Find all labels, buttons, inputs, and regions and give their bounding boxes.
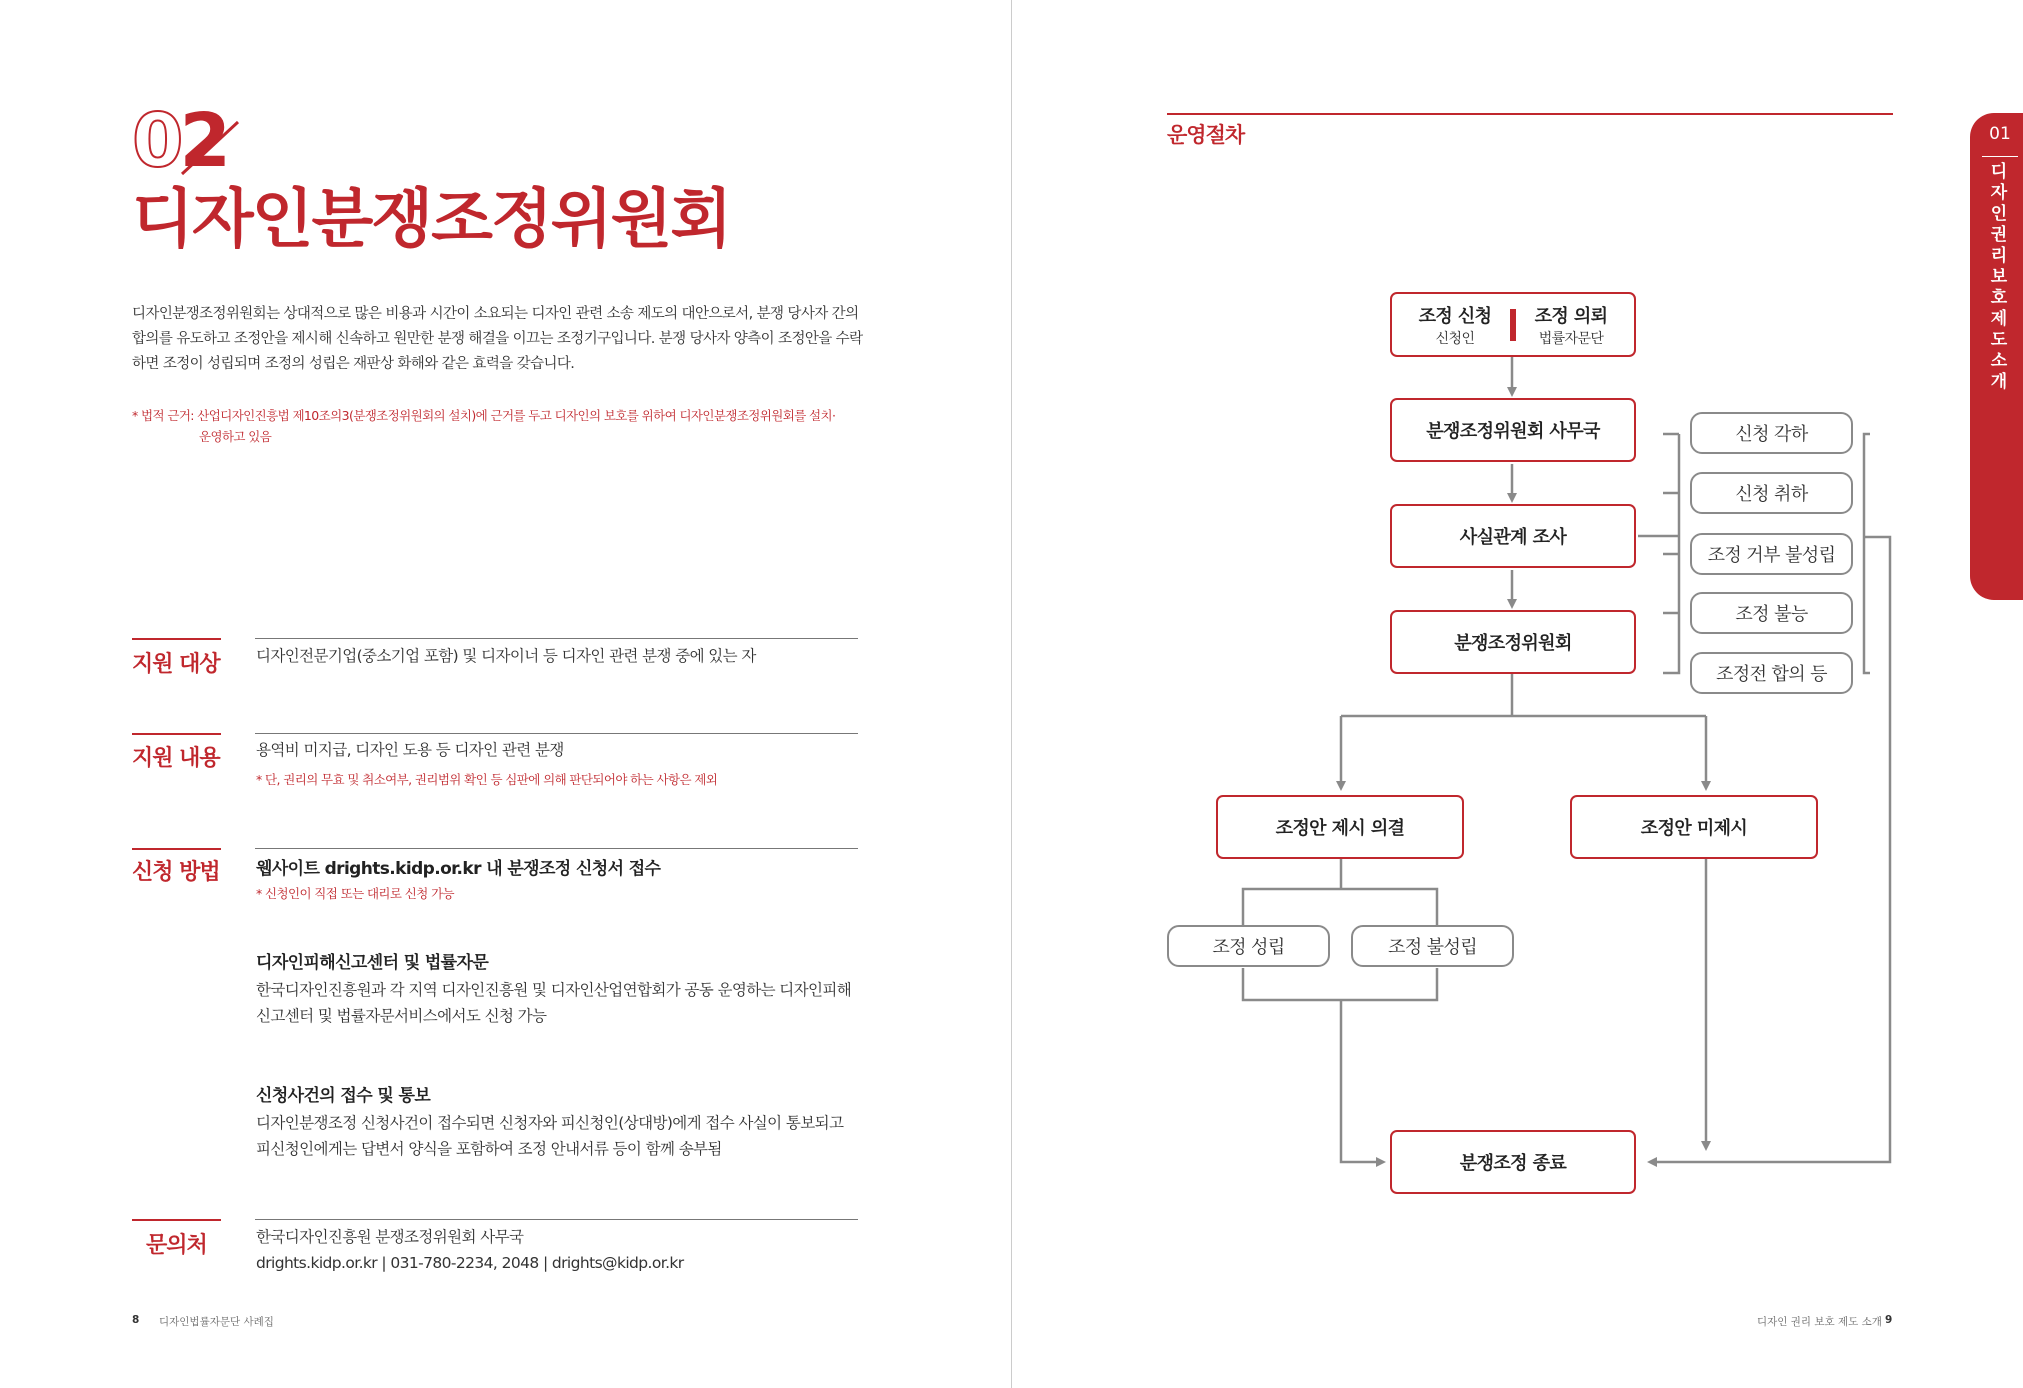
page-title: 디자인분쟁조정위원회 xyxy=(132,183,731,257)
footer-title-left: 디자인법률자문단 사례집 xyxy=(159,1316,274,1328)
flow-withdraw: 신청 취하 xyxy=(1690,472,1853,514)
ops-title: 운영절차 xyxy=(1167,123,1245,147)
flow-apply-box xyxy=(1390,292,1636,357)
flow-apply-sub: 신청인 xyxy=(1435,330,1475,347)
flow-apply: 조정 신청 xyxy=(1418,305,1492,327)
intro-paragraph: 디자인분쟁조정위원회는 상대적으로 많은 비용과 시간이 소요되는 디자인 관련 소송 제도의 대안으로서, 분쟁 당사자 간의 합의를 유도하고 조정안을 제시해 신속하고 원만한 분쟁 해결을 이끄는 조정기구입니다. 분쟁 당사자 양측이 조정안을 수락하면 조정이 성립되며 조정의 성립은 재판상 화해와 같은 효력을 갖습니다. xyxy=(132,306,863,372)
method-text-3b: 피신청인에게는 답변서 양식을 포함하여 조정 안내서류 등이 함께 송부됨 xyxy=(256,1140,722,1158)
legal-line-2: 운영하고 있음 xyxy=(199,429,272,444)
method-head-2: 디자인피해신고센터 및 법률자문 xyxy=(256,953,489,973)
footer-page-left: 8 xyxy=(132,1314,140,1326)
flow-success: 조정 성립 xyxy=(1167,925,1330,967)
section-label-content: 지원 내용 xyxy=(132,746,220,771)
chapter-number: 02 xyxy=(132,98,227,184)
section-label-target: 지원 대상 xyxy=(132,652,220,677)
tab-text: 디자인권리 보호 제도 소개 xyxy=(1990,162,2008,392)
flow-end: 분쟁조정 종료 xyxy=(1390,1130,1636,1194)
contact-line-1: 한국디자인진흥원 분쟁조정위원회 사무국 xyxy=(256,1228,524,1246)
contact-line-2: drights.kidp.or.kr | 031-780-2234, 2048 | drights@kidp.or.kr xyxy=(256,1254,684,1272)
flow-refuse: 조정 거부 불성립 xyxy=(1690,533,1853,575)
flow-proposal: 조정안 제시 의결 xyxy=(1216,795,1464,859)
flow-request-sub: 법률자문단 xyxy=(1538,330,1604,347)
footer-title-right: 디자인 권리 보호 제도 소개 xyxy=(1757,1316,1882,1328)
legal-line-1: * 법적 근거: 산업디자인진흥법 제10조의3(분쟁조정위원회의 설치)에 근거를 두고 디자인의 보호를 위하여 디자인분쟁조정위원회를 설치· xyxy=(132,408,836,423)
flow-pre-agree: 조정전 합의 등 xyxy=(1690,652,1853,694)
target-text: 디자인전문기업(중소기업 포함) 및 디자이너 등 디자인 관련 분쟁 중에 있는 자 xyxy=(256,647,756,665)
flow-fact: 사실관계 조사 xyxy=(1390,504,1636,568)
flow-office: 분쟁조정위원회 사무국 xyxy=(1390,398,1636,462)
content-text: 용역비 미지급, 디자인 도용 등 디자인 관련 분쟁 xyxy=(256,741,564,759)
flow-request: 조정 의뢰 xyxy=(1534,305,1608,327)
content-note: * 단, 권리의 무효 및 취소여부, 권리범위 확인 등 심판에 의해 판단되어야 하는 사항은 제외 xyxy=(256,772,718,787)
footer-page-right: 9 xyxy=(1885,1314,1893,1326)
section-label-method: 신청 방법 xyxy=(132,860,220,885)
flow-no-proposal: 조정안 미제시 xyxy=(1570,795,1818,859)
method-note-1: * 신청인이 직접 또는 대리로 신청 가능 xyxy=(256,886,455,901)
flow-impossible: 조정 불능 xyxy=(1690,592,1853,634)
method-text-2b: 신고센터 및 법률자문서비스에서도 신청 가능 xyxy=(256,1007,547,1025)
tab-number: 01 xyxy=(1989,124,2011,144)
section-label-contact: 문의처 xyxy=(146,1233,207,1258)
flow-fail: 조정 불성립 xyxy=(1351,925,1514,967)
method-text-3a: 디자인분쟁조정 신청사건이 접수되면 신청자와 피신청인(상대방)에게 접수 사실이 통보되고 xyxy=(256,1114,844,1132)
method-text-2a: 한국디자인진흥원과 각 지역 디자인진흥원 및 디자인산업연합회가 공동 운영하는 디자인피해 xyxy=(256,981,852,999)
flow-committee: 분쟁조정위원회 xyxy=(1390,610,1636,674)
flow-reject: 신청 각하 xyxy=(1690,412,1853,454)
method-head-3: 신청사건의 접수 및 통보 xyxy=(256,1086,431,1106)
method-head-1: 웹사이트 drights.kidp.or.kr 내 분쟁조정 신청서 접수 xyxy=(256,859,661,879)
